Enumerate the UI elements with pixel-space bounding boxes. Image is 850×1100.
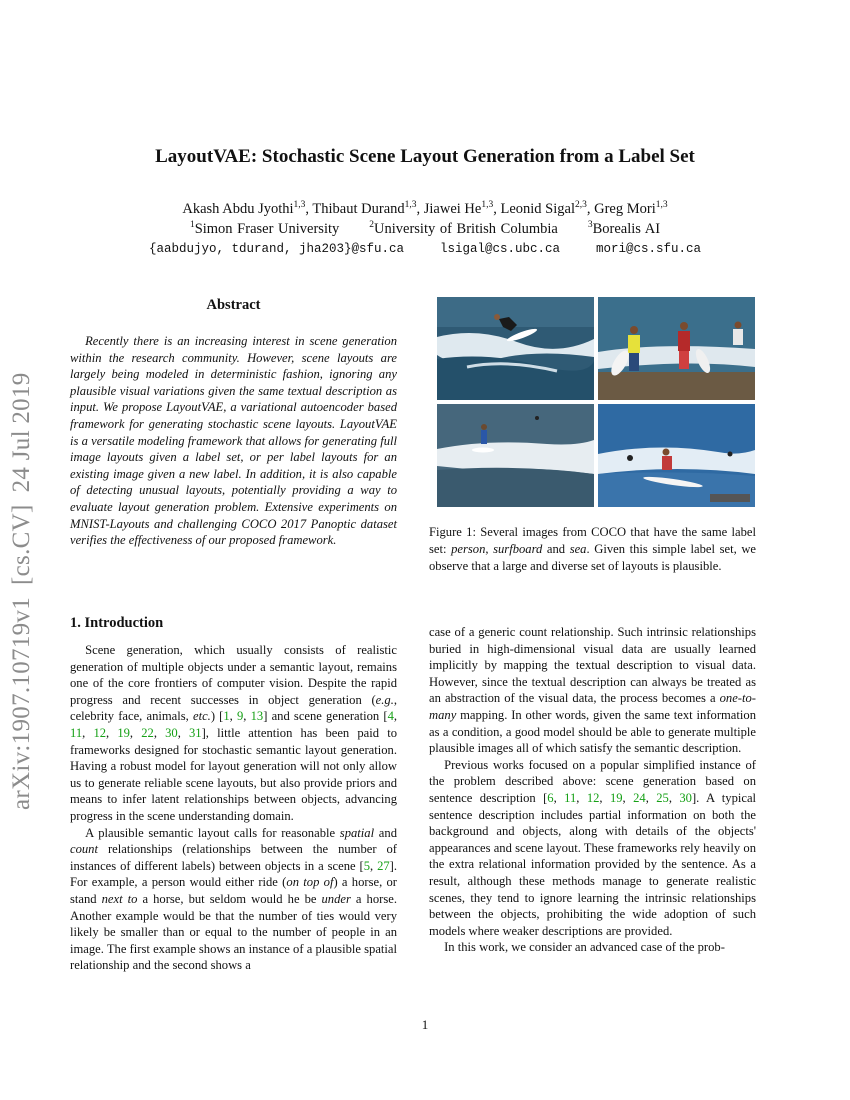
page-number: 1 [421,1017,429,1032]
text-run: A plausible semantic layout calls for reasonable [85,825,340,840]
arxiv-date: 24 Jul 2019 [8,372,35,493]
text-run: ]. For example, a person would either ride ( [70,858,398,890]
citation-link[interactable]: 19 [609,790,623,805]
caption-label-person: person [451,542,486,557]
text-run: a horse. Another example would be that the number of ties would very likely be smaller than or equal to the number of people in an image. The first example shows an instance of a plausible spatial relationship and the second shows a [70,891,397,973]
citation-group: 4, 11, 12, 19, 22, 30, 31 [70,709,398,740]
author-list: Akash Abdu Jyothi$^{1,3}$, Thibaut Durand$^{1,3}$, Jiawei He$^{1,3}$, Leonid Sigal$^{2,3}$, Greg Mori$^{1,3}$ [182,200,668,217]
citation-link[interactable]: 12 [93,725,107,740]
caption-label-sea: sea [569,542,587,557]
text-run: ], little attention has been paid to frameworks designed for stochastic semantic layout generation. Having a robust model for layout generation will not only allow us to generate reliable scene layouts, but also provide priors and means to infer latent relationships between objects, advancing progress in the scene understanding domain. [70,725,397,823]
citation-link[interactable]: 6 [547,790,554,805]
surf-photo-2 [598,297,755,400]
affiliation-marker: 1,3 [404,200,417,210]
text-run: one-to-many [429,691,756,722]
email-address[interactable]: {aabdujyo, tdurand, jha203}@sfu.ca [148,242,404,256]
surf-photo-1 [437,297,594,400]
surf-photo-3 [437,404,594,507]
figure-1-image-grid [437,297,757,507]
affiliation-marker: 2,3 [574,200,587,210]
citation-link[interactable]: 4 [387,709,394,724]
author-name: Jiawei He [423,200,482,217]
text-run: ]. A typical sentence description includes partial information on both the background and objects, along with details of the objects' appearances and scene layout. These frameworks rely heavily on the extra relational information provided by the sentence. As a result, although these methods manage to generate realistic scenes, they tend to ignore learning the intrinsic relationships between the objects, prohibiting the wide adoption of such models where weaker descriptions are provided. [429,790,757,938]
abstract-heading: Abstract [206,297,261,313]
citation-link[interactable]: 12 [586,790,600,805]
text-run: next to [101,891,138,906]
email-address[interactable]: lsigal@cs.ubc.ca [439,242,561,256]
citation-link[interactable]: 30 [165,725,178,740]
citation-link[interactable]: 5 [363,858,371,873]
text-run: e.g. [375,692,394,707]
email-address[interactable]: mori@cs.sfu.ca [596,242,702,256]
text-run: , celebrity face, animals, [70,692,397,724]
text-run: etc. [192,709,211,724]
text-run: ) a horse, or stand [70,875,398,906]
arxiv-stamp [8,372,36,810]
text-run: and [374,825,397,840]
citation-link[interactable]: 9 [237,709,244,724]
affiliation-list [0,220,850,238]
citation-link[interactable]: 19 [117,725,130,740]
introduction-body-left [70,642,397,974]
citation-link[interactable]: 24 [633,790,646,805]
text-run: ) [ [210,709,224,724]
affiliation-marker: 2 [369,220,375,230]
affiliation-marker: 1 [189,220,195,230]
citation-link[interactable]: 31 [189,725,202,740]
affiliation-marker: 1,3 [655,200,668,210]
affiliation-marker: 1,3 [293,200,306,210]
citation-link[interactable]: 27 [377,858,390,873]
caption-and: and [542,542,570,557]
affiliation-name: University of British Columbia [374,220,558,237]
arxiv-id: arXiv:1907.10719v1 [8,596,35,810]
citation-group: 5, 27 [363,858,390,873]
text-run: case of a generic count relationship. Such intrinsic relationships buried in high-dimensional visual data are usually learned implicitly by mapping the textual description to visual data. However, since the textual description can always be treated as an abstraction of the visual data, the process becomes a [429,625,756,706]
citation-link[interactable]: 11 [564,790,577,805]
text-run: Previous works focused on a popular simplified instance of the problem described above: scene generation based on sentence description [ [429,757,756,805]
introduction-body-right [429,624,756,956]
email-list [0,242,850,256]
affiliation-name: Borealis AI [592,220,661,237]
citation-link[interactable]: 13 [250,709,264,724]
author-name: Akash Abdu Jyothi [182,200,294,217]
text-run: spatial [339,825,375,840]
caption-suffix: . Given this simple label set, we observe that a large and diverse set of layouts is plausible. [429,542,756,574]
intro-paragraph-2 [70,825,397,974]
affiliation-marker: 3 [587,220,593,230]
right-paragraph-3: In this work, we consider an advanced case of the prob- [444,940,725,955]
figure-1-caption [429,524,756,576]
abstract-text: Recently there is an increasing interest in scene generation within the research community. However, scene layouts are largely being modeled in deterministic fashion, ignoring any plausible visual variations given the same textual description as input. We propose LayoutVAE, a variational autoencoder based framework for generating stochastic scene layouts. LayoutVAE is a versatile modeling framework that allows for generating full image layouts given a label set, or per label layouts for an existing image given a new label. In addition, it is also capable of detecting unusual layouts, potentially providing a way to evaluate layout generation problem. Extensive experiments on MNIST-Layouts and challenging COCO 2017 Panoptic dataset verifies the effectiveness of our proposed framework. [70,334,397,548]
citation-link[interactable]: 22 [141,725,154,740]
arxiv-category: [cs.CV] [8,504,35,585]
text-run: count [70,842,98,857]
intro-paragraph-1 [70,642,397,825]
citation-link[interactable]: 1 [223,709,230,724]
citation-link[interactable]: 30 [679,790,692,805]
surf-photo-4 [598,404,755,507]
affiliation-marker: 1,3 [481,200,494,210]
citation-link[interactable]: 11 [70,725,83,740]
section-heading-introduction: 1. Introduction [70,615,164,631]
right-paragraph-1 [429,624,756,757]
paper-title: LayoutVAE: Stochastic Scene Layout Generation from a Label Set [155,146,695,167]
text-run: mapping. In other words, given the same text information as a condition, a good model should be able to generate multiple plausible images all of which satisfy the semantic description. [429,707,756,756]
author-name: Greg Mori [594,200,656,217]
author-name: Leonid Sigal [500,200,575,217]
citation-group: 6, 11, 12, 19, 24, 25, 30 [547,790,692,805]
text-run: under [321,891,351,906]
citation-link[interactable]: 25 [656,790,669,805]
citation-group: 1, 9, 13 [223,709,264,724]
text-run: relationships (relationships between the number of instances of different labels) between objects in a scene [ [70,842,397,873]
abstract-body [70,333,397,549]
author-name: Thibaut Durand [312,200,405,217]
caption-prefix: Figure 1: Several images from COCO that have the same label set: [429,525,756,557]
caption-label-surfboard: surfboard [493,542,543,557]
right-paragraph-2 [429,757,756,940]
text-run: ] and scene generation [ [263,709,388,724]
affiliation-name: Simon Fraser University [194,220,340,237]
text-run: Scene generation, which usually consists of realistic generation of multiple objects under a semantic layout, remains one of the core frontiers of computer vision. Despite the rapid progress and recent successes in object generation ( [70,643,397,707]
caption-sep: , [485,542,494,557]
text-run: on top of [286,875,334,890]
text-run: a horse, but seldom would he be [137,891,322,906]
